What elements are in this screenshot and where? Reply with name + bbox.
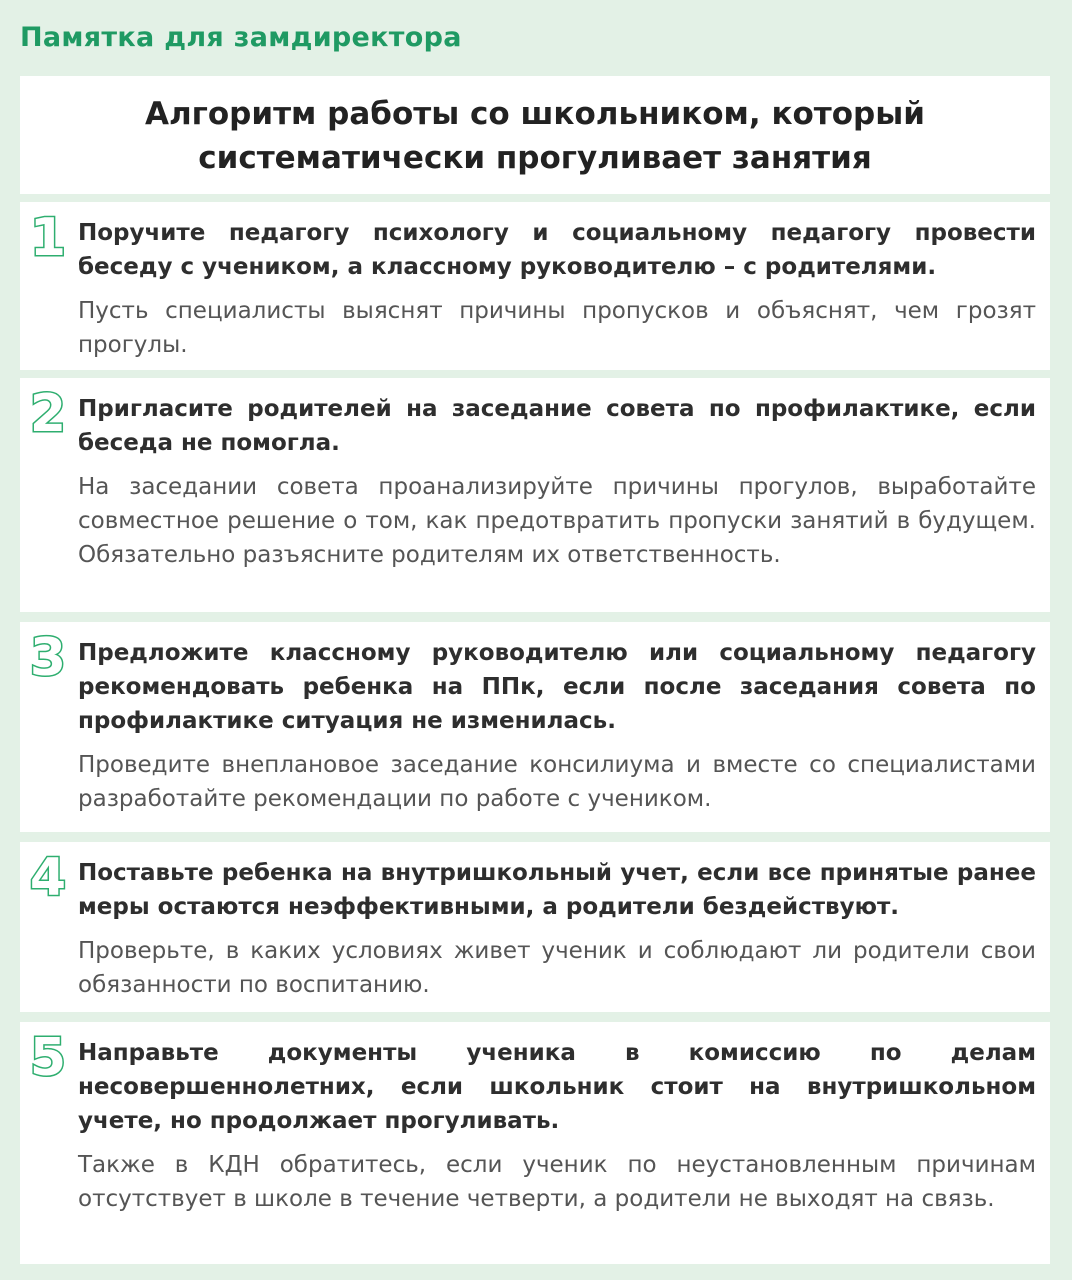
step-2-text: На заседании совета проанализируйте причины прогулов, выработайте совместное решение о том, как предотвратить пропуски занятий в будущем. Обязательно разъясните родителям их ответственность. — [78, 474, 1036, 568]
step-2-title: Пригласите родителей на заседание совета по профилактике, если беседа не помогла. — [78, 396, 1036, 456]
step-5-card — [20, 1022, 1050, 1264]
step-1-number: 1 — [29, 208, 67, 268]
step-3-card — [20, 622, 1050, 832]
step-5-text: Также в КДН обратитесь, если ученик по неустановленным причинам отсутствует в школе в течение четверти, а родители не выходят на связь. — [78, 1152, 1036, 1212]
title-card — [20, 76, 1050, 194]
step-2-body — [78, 392, 1036, 572]
step-1-title: Поручите педагогу психологу и социальному педагогу провести беседу с учеником, а классному руководителю – с родителями. — [78, 220, 1036, 280]
step-3-text: Проведите внеплановое заседание консилиума и вместе со специалистами разработайте рекомендации по работе с учеником. — [78, 752, 1036, 812]
step-4-text: Проверьте, в каких условиях живет ученик и соблюдают ли родители свои обязанности по воспитанию. — [78, 938, 1036, 998]
step-5-number: 5 — [29, 1028, 67, 1088]
step-3-body — [78, 636, 1036, 816]
step-4-title: Поставьте ребенка на внутришкольный учет, если все принятые ранее меры остаются неэффективными, а родители бездействуют. — [78, 860, 1036, 920]
step-4-number: 4 — [29, 848, 67, 908]
step-4-card — [20, 842, 1050, 1012]
step-2-number: 2 — [29, 384, 67, 444]
step-1-card — [20, 202, 1050, 370]
step-2-card — [20, 378, 1050, 612]
step-1-text: Пусть специалисты выяснят причины пропусков и объяснят, чем грозят прогулы. — [78, 298, 1036, 358]
step-4-body — [78, 856, 1036, 1002]
main-title — [20, 92, 1050, 180]
step-3-title: Предложите классному руководителю или социальному педагогу рекомендовать ребенка на ППк, если после заседания совета по профилактике ситуация не изменилась. — [78, 640, 1036, 734]
step-5-title: Направьте документы ученика в комиссию по делам несовершеннолетних, если школьник стоит на внутришкольном учете, но продолжает прогуливать. — [78, 1040, 1036, 1134]
main-title-line-2: систематически прогуливает занятия — [198, 140, 872, 176]
page-header — [0, 0, 1072, 80]
step-3-number: 3 — [29, 628, 67, 688]
step-1-body — [78, 216, 1036, 362]
header-title: Памятка для замдиректора — [20, 22, 462, 53]
step-5-body — [78, 1036, 1036, 1216]
main-title-line-1: Алгоритм работы со школьником, который — [144, 96, 925, 132]
